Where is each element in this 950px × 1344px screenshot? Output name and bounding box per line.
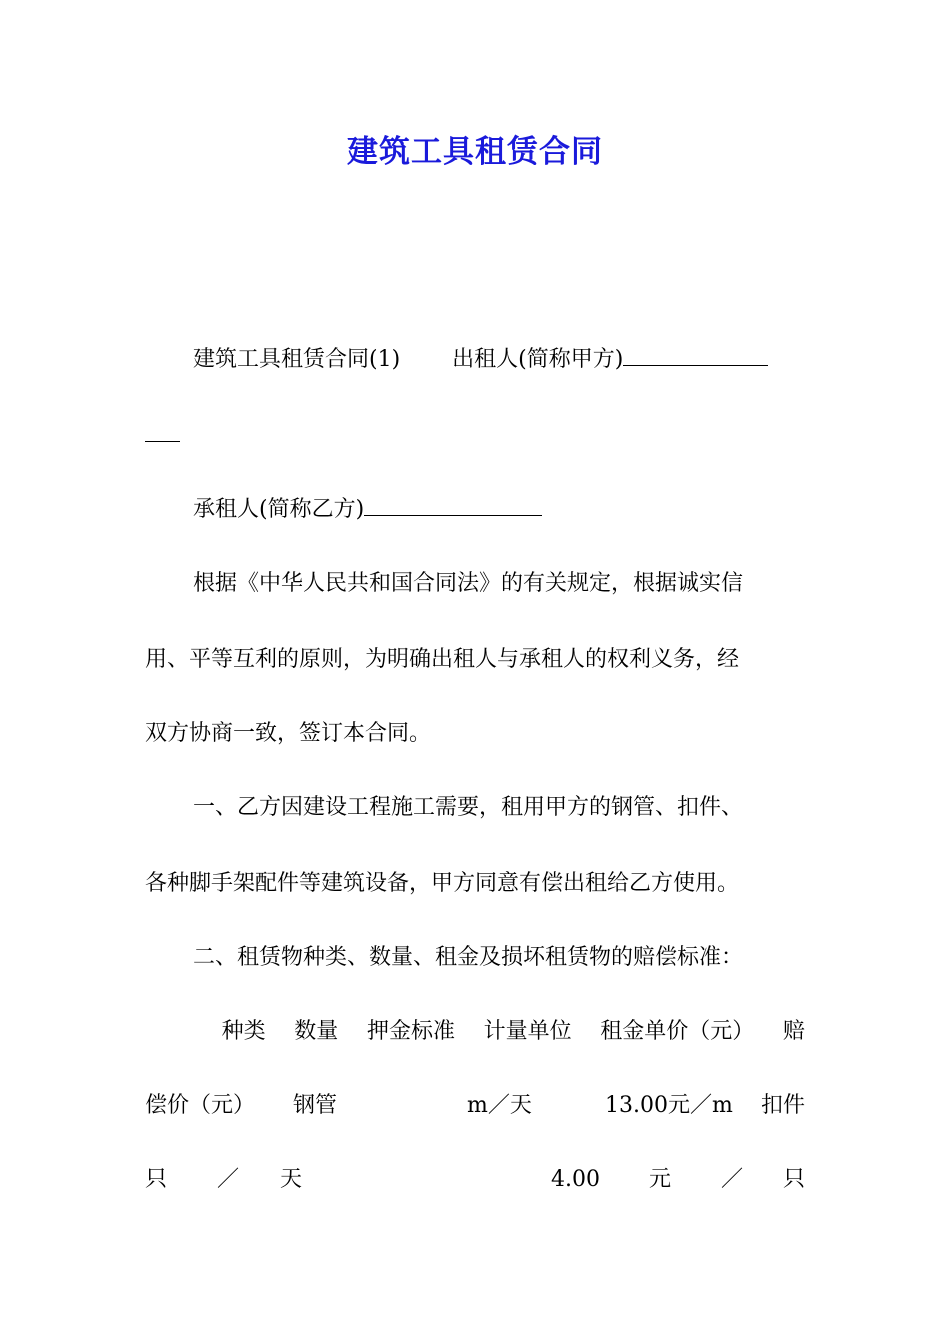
table-cell: 扣件: [760, 1093, 805, 1118]
table-cell: 计量单位: [483, 1019, 572, 1044]
table-cell: 押金标准: [366, 1019, 455, 1044]
lessor-blank-tail: [145, 419, 180, 442]
table-cell: m／天: [467, 1093, 532, 1118]
table-cell: 元: [649, 1167, 672, 1192]
table-header-row: [145, 1014, 805, 1050]
table-cell: 种类: [221, 1019, 266, 1044]
clause-line: 各种脚手架配件等建筑设备，甲方同意有偿出租给乙方使用。: [145, 871, 740, 896]
table-cell: 4.00: [551, 1167, 600, 1192]
table-cell: 偿价（元）: [145, 1093, 256, 1118]
table-cell: ／: [721, 1167, 744, 1192]
lessor-label: 出租人(简称甲方): [452, 347, 624, 372]
paragraph-line: 用、平等互利的原则，为明确出租人与承租人的权利义务，经: [145, 647, 740, 672]
table-cell: 只: [782, 1167, 805, 1192]
clause-line: 二、租赁物种类、数量、租金及损坏租赁物的赔偿标准：: [193, 945, 744, 970]
table-cell: 钢管: [293, 1093, 338, 1118]
paragraph-line: 双方协商一致，签订本合同。: [145, 721, 432, 746]
indent-spacer: [145, 1014, 193, 1050]
lessee-line: [145, 492, 853, 528]
contract-ref: 建筑工具租赁合同(1): [193, 347, 401, 372]
clause-line: 一、乙方因建设工程施工需要，租用甲方的钢管、扣件、: [193, 795, 744, 820]
table-cell: 天: [280, 1167, 303, 1192]
lessee-label: 承租人(简称乙方): [193, 497, 365, 522]
paragraph-line: 根据《中华人民共和国合同法》的有关规定，根据诚实信: [193, 571, 744, 596]
heading-line: [145, 342, 853, 378]
table-cell: 只: [145, 1167, 168, 1192]
lessor-blank: [623, 343, 768, 366]
lessor-blank-continued: [145, 418, 805, 454]
document-title: 建筑工具租赁合同: [347, 134, 603, 170]
lessee-blank: [364, 493, 542, 516]
table-cell: 13.00元／m: [605, 1093, 733, 1118]
table-cell: 租金单价（元）: [600, 1019, 755, 1044]
table-cell: 数量: [294, 1019, 339, 1044]
table-cell: 赔: [782, 1019, 805, 1044]
table-cell: ／: [217, 1167, 240, 1192]
